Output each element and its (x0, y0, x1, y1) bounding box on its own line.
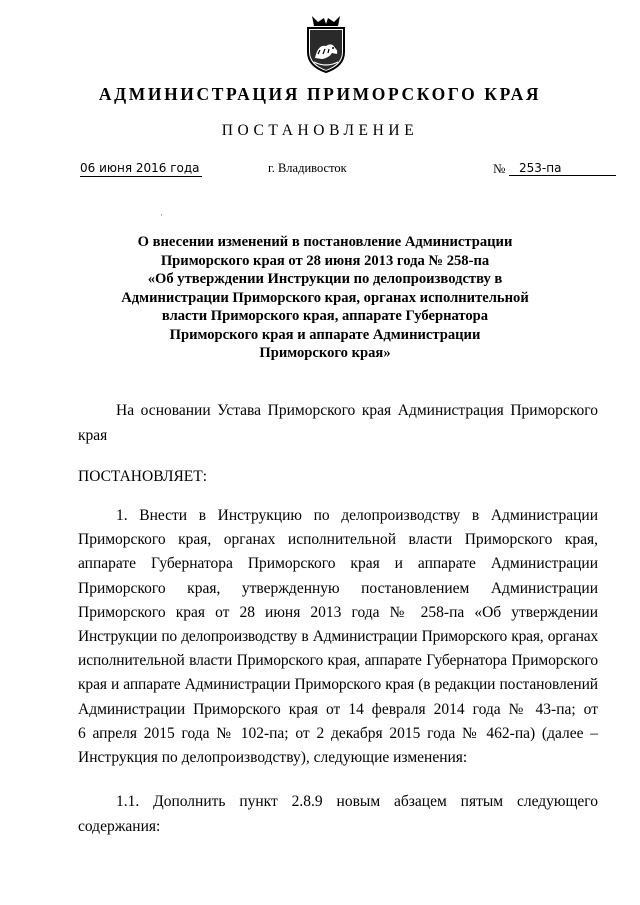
paragraph-line: Приморского края, органах исполнительной власти Приморского края, (78, 531, 598, 549)
resolves-heading: ПОСТАНОВЛЯЕТ: (78, 468, 208, 485)
document-date: 06 июня 2016 года (80, 161, 200, 175)
document-number-label: № (493, 161, 506, 176)
document-city: г. Владивосток (268, 161, 347, 175)
scan-speck: · (160, 210, 163, 220)
paragraph-line: края и аппарате Администрации Приморского края (в редакции постановлений (78, 676, 598, 694)
paragraph-line: Инструкция по делопроизводству), следующие изменения: (78, 748, 468, 766)
document-subject (100, 233, 550, 363)
document-number: 253-па (509, 161, 616, 176)
basis-paragraph (78, 398, 598, 448)
subject-line: О внесении изменений в постановление Администрации (137, 234, 513, 250)
paragraph-line: Администрации Приморского края от 14 февраля 2014 года № 43-па; от (78, 700, 598, 718)
paragraph-line: исполнительной власти Приморского края, аппарате Губернатора Приморского (78, 652, 598, 670)
paragraph-line: 1.1. Дополнить пункт 2.8.9 новым абзацем пятым следующего (116, 793, 598, 810)
organization-title: АДМИНИСТРАЦИЯ ПРИМОРСКОГО КРАЯ (98, 84, 542, 104)
paragraph-line: 6 апреля 2015 года № 102-па; от 2 декабря 2015 года № 462-па) (далее – (78, 724, 598, 742)
subject-line: Приморского края и аппарате Администрации (169, 326, 481, 343)
paragraph-line: Инструкции по делопроизводству в Администрации Приморского края, органах (78, 627, 598, 645)
paragraph-line: Приморского края от 28 июня 2013 года № 258-па «Об утверждении (78, 603, 598, 621)
paragraph-line: содержания: (78, 817, 161, 835)
item-1-paragraph (78, 504, 598, 770)
subject-line: Приморского края от 28 июня 2013 года № 258-па (160, 252, 490, 269)
item-1-1-paragraph (78, 790, 598, 839)
paragraph-line: Приморского края, утвержденную постановлением Администрации (78, 579, 598, 597)
paragraph-line: аппарате Губернатора Приморского края и аппарате Администрации (78, 555, 598, 573)
subject-line: Приморского края» (259, 345, 391, 361)
subject-line: Администрации Приморского края, органах исполнительной (121, 289, 529, 306)
paragraph-line: края (78, 427, 108, 444)
paragraph-line: На основании Устава Приморского края Администрация Приморского (116, 402, 598, 419)
document-type: ПОСТАНОВЛЕНИЕ (221, 122, 419, 139)
paragraph-line: 1. Внести в Инструкцию по делопроизводству в Администрации (116, 507, 598, 524)
subject-line: власти Приморского края, аппарате Губернатора (161, 308, 489, 324)
subject-line: «Об утверждении Инструкции по делопроизводству в (147, 271, 503, 287)
coat-of-arms-icon (302, 14, 350, 74)
